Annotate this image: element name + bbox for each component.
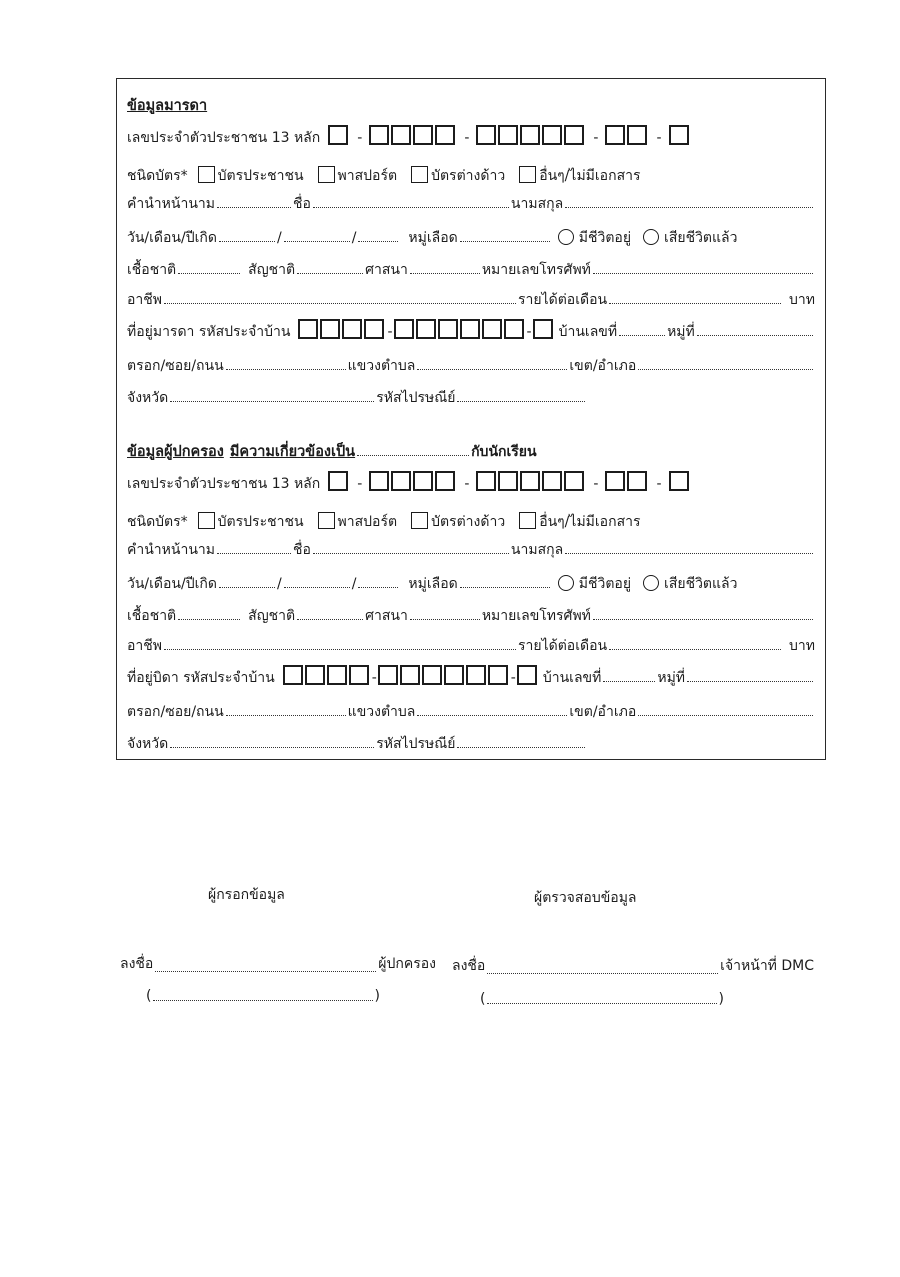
blood-field[interactable] [460, 241, 550, 242]
house-code-box[interactable] [394, 319, 414, 339]
road-field[interactable] [226, 369, 346, 370]
id-label: เลขประจำตัวประชาชน 13 หลัก [127, 476, 321, 492]
road-field[interactable] [226, 715, 346, 716]
alive-radio[interactable] [558, 575, 574, 591]
dob-month-field[interactable] [284, 587, 350, 588]
checker-signature-field[interactable] [487, 973, 718, 974]
dob-day-field[interactable] [219, 241, 275, 242]
house-no-label: บ้านเลขที่ [558, 324, 618, 340]
alive-label: มีชีวิตอยู่ [578, 230, 632, 246]
phone-label: หมายเลขโทรศัพท์ [481, 262, 591, 278]
dob-label: วัน/เดือน/ปีเกิด [127, 230, 217, 246]
house-code-box[interactable] [466, 665, 486, 685]
id-digit-box[interactable] [520, 125, 540, 145]
checker-printed-name-field[interactable] [487, 1003, 716, 1004]
id-digit-box[interactable] [669, 471, 689, 491]
paren-close: ) [374, 988, 380, 1004]
guardian-relation-field[interactable] [357, 455, 469, 456]
dob-year-field[interactable] [358, 241, 398, 242]
house-code-box[interactable] [342, 319, 362, 339]
name-field[interactable] [313, 207, 509, 208]
id-digit-box[interactable] [605, 471, 625, 491]
id-digit-box[interactable] [542, 471, 562, 491]
ethnicity-label: เชื้อชาติ [127, 262, 177, 278]
checker-role-label: เจ้าหน้าที่ DMC [720, 958, 814, 974]
baht-label: บาท [789, 638, 815, 654]
district-field[interactable] [638, 715, 813, 716]
card-option-label: พาสปอร์ต [337, 168, 398, 184]
sign-label: ลงชื่อ [452, 958, 486, 974]
alive-radio[interactable] [558, 229, 574, 245]
subdistrict-label: แขวงตำบล [347, 704, 416, 720]
baht-label: บาท [789, 292, 815, 308]
district-label: เขต/อำเภอ [569, 358, 637, 374]
card-option-label: บัตรต่างด้าว [431, 514, 506, 530]
house-code-box[interactable] [517, 665, 537, 685]
province-label: จังหวัด [127, 390, 169, 406]
dob-day-field[interactable] [219, 587, 275, 588]
house-code-box[interactable] [378, 665, 398, 685]
guardian-ethnicity-row [127, 595, 815, 623]
mother-ethnicity-row [127, 249, 815, 277]
deceased-label: เสียชีวิตแล้ว [664, 576, 738, 592]
name-label: ชื่อ [292, 542, 311, 558]
house-code-box[interactable] [460, 319, 480, 339]
ethnicity-label: เชื้อชาติ [127, 608, 177, 624]
id-digit-box[interactable] [498, 471, 518, 491]
paren-open: ( [146, 988, 152, 1004]
nationality-label: สัญชาติ [248, 262, 296, 278]
guardian-occupation-row [127, 625, 815, 653]
province-field[interactable] [170, 401, 374, 402]
mother-heading: ข้อมูลมารดา [127, 97, 208, 114]
income-field[interactable] [609, 303, 781, 304]
guardian-heading-row [127, 431, 815, 459]
house-code-box[interactable] [327, 665, 347, 685]
parent-info-form [116, 78, 826, 760]
ethnicity-field[interactable] [178, 273, 240, 274]
id-digit-box[interactable] [328, 125, 348, 145]
road-label: ตรอก/ซอย/ถนน [127, 358, 224, 374]
id-digit-box[interactable] [413, 125, 433, 145]
mother-road-row [127, 345, 815, 373]
id-label: เลขประจำตัวประชาชน 13 หลัก [127, 130, 321, 146]
filler-sign-line [120, 953, 436, 975]
house-code-box[interactable] [444, 665, 464, 685]
checker-sign-line [452, 955, 814, 977]
card-type-label: ชนิดบัตร* [127, 168, 188, 184]
id-digit-box[interactable] [542, 125, 562, 145]
paren-close: ) [718, 991, 724, 1007]
card-option-label: บัตรประชาชน [217, 168, 304, 184]
id-digit-box[interactable] [391, 125, 411, 145]
occupation-label: อาชีพ [127, 638, 162, 654]
blood-field[interactable] [460, 587, 550, 588]
guardian-dob-row: วัน/เดือน/ปีเกิด / / หมู่เลือด มีชีวิตอยู่ เสียชีวิตแล้ว [127, 576, 738, 592]
house-no-field[interactable] [603, 681, 655, 682]
filler-printed-name-line [146, 988, 380, 1004]
title-field[interactable] [217, 553, 291, 554]
id-digit-box[interactable] [669, 125, 689, 145]
id-digit-box[interactable] [413, 471, 433, 491]
postal-field[interactable] [457, 401, 585, 402]
moo-label: หมู่ที่ [657, 670, 686, 686]
id-digit-box[interactable] [627, 125, 647, 145]
id-digit-box[interactable] [476, 125, 496, 145]
phone-field[interactable] [593, 619, 813, 620]
moo-field[interactable] [687, 681, 813, 682]
name-label: ชื่อ [292, 196, 311, 212]
card-option-checkbox[interactable] [318, 512, 335, 529]
guardian-address-row: ที่อยู่บิดา รหัสประจำบ้าน - - บ้านเลขที่ หมู่ที่ [127, 657, 815, 685]
nationality-field[interactable] [297, 273, 363, 274]
id-digit-box[interactable] [476, 471, 496, 491]
religion-label: ศาสนา [365, 608, 408, 624]
guardian-card-type-row [127, 501, 815, 529]
dob-month-field[interactable] [284, 241, 350, 242]
address-label: ที่อยู่มารดา รหัสประจำบ้าน [127, 324, 291, 340]
card-type-label: ชนิดบัตร* [127, 514, 188, 530]
dob-label: วัน/เดือน/ปีเกิด [127, 576, 217, 592]
dob-year-field[interactable] [358, 587, 398, 588]
house-code-box[interactable] [298, 319, 318, 339]
phone-field[interactable] [593, 273, 813, 274]
guardian-heading: ข้อมูลผู้ปกครอง [127, 443, 224, 460]
house-code-box[interactable] [533, 319, 553, 339]
house-code-box[interactable] [416, 319, 436, 339]
deceased-label: เสียชีวิตแล้ว [664, 230, 738, 246]
guardian-name-row [127, 529, 815, 557]
house-code-box[interactable] [364, 319, 384, 339]
name-field[interactable] [313, 553, 509, 554]
filler-title: ผู้กรอกข้อมูล [208, 887, 285, 903]
id-digit-box[interactable] [627, 471, 647, 491]
religion-label: ศาสนา [365, 262, 408, 278]
surname-field[interactable] [565, 207, 813, 208]
id-digit-box[interactable] [564, 125, 584, 145]
house-code-box[interactable] [422, 665, 442, 685]
surname-label: นามสกุล [510, 196, 564, 212]
checker-title: ผู้ตรวจสอบข้อมูล [534, 890, 637, 906]
id-digit-box[interactable] [435, 125, 455, 145]
filler-role-label: ผู้ปกครอง [378, 956, 436, 972]
mother-address-row: ที่อยู่มารดา รหัสประจำบ้าน - - บ้านเลขที่ หมู่ที่ [127, 311, 815, 339]
income-label: รายได้ต่อเดือน [518, 292, 608, 308]
title-field[interactable] [217, 207, 291, 208]
occupation-field[interactable] [164, 649, 516, 650]
card-option-label: อื่นๆ/ไม่มีเอกสาร [539, 514, 641, 530]
blood-label: หมู่เลือด [408, 230, 458, 246]
title-label: คำนำหน้านาม [127, 542, 215, 558]
guardian-id-row: เลขประจำตัวประชาชน 13 หลัก - - - - [127, 463, 815, 491]
subdistrict-field[interactable] [417, 369, 567, 370]
postal-label: รหัสไปรษณีย์ [376, 390, 456, 406]
house-code-box[interactable] [283, 665, 303, 685]
id-digit-box[interactable] [369, 471, 389, 491]
deceased-radio[interactable] [643, 575, 659, 591]
paren-open: ( [480, 991, 486, 1007]
moo-field[interactable] [697, 335, 813, 336]
mother-name-row [127, 183, 815, 211]
income-field[interactable] [609, 649, 781, 650]
house-code-box[interactable] [320, 319, 340, 339]
card-option-checkbox[interactable] [198, 512, 215, 529]
phone-label: หมายเลขโทรศัพท์ [481, 608, 591, 624]
house-code-box[interactable] [488, 665, 508, 685]
district-label: เขต/อำเภอ [569, 704, 637, 720]
house-code-box[interactable] [482, 319, 502, 339]
income-label: รายได้ต่อเดือน [518, 638, 608, 654]
card-option-checkbox[interactable] [519, 166, 536, 183]
card-option-label: พาสปอร์ต [337, 514, 398, 530]
mother-occupation-row [127, 279, 815, 307]
house-code-box[interactable] [438, 319, 458, 339]
id-digit-box[interactable] [498, 125, 518, 145]
mother-dob-row: วัน/เดือน/ปีเกิด / / หมู่เลือด มีชีวิตอยู่ เสียชีวิตแล้ว [127, 230, 738, 246]
address-label: ที่อยู่บิดา รหัสประจำบ้าน [127, 670, 275, 686]
mother-province-row [127, 377, 815, 405]
house-no-field[interactable] [619, 335, 665, 336]
postal-label: รหัสไปรษณีย์ [376, 736, 456, 752]
province-field[interactable] [170, 747, 374, 748]
religion-field[interactable] [410, 619, 480, 620]
subdistrict-field[interactable] [417, 715, 567, 716]
ethnicity-field[interactable] [178, 619, 240, 620]
guardian-road-row [127, 691, 815, 719]
guardian-relation-suffix: กับนักเรียน [471, 444, 537, 460]
id-digit-box[interactable] [391, 471, 411, 491]
card-option-label: บัตรประชาชน [217, 514, 304, 530]
house-code-box[interactable] [349, 665, 369, 685]
mother-id-row: เลขประจำตัวประชาชน 13 หลัก - - - - [127, 117, 815, 145]
nationality-field[interactable] [297, 619, 363, 620]
house-code-box[interactable] [400, 665, 420, 685]
house-code-box[interactable] [305, 665, 325, 685]
district-field[interactable] [638, 369, 813, 370]
religion-field[interactable] [410, 273, 480, 274]
id-digit-box[interactable] [328, 471, 348, 491]
blood-label: หมู่เลือด [408, 576, 458, 592]
checker-printed-name-line [480, 991, 724, 1007]
card-option-checkbox[interactable] [519, 512, 536, 529]
occupation-field[interactable] [164, 303, 516, 304]
moo-label: หมู่ที่ [667, 324, 695, 340]
sign-label: ลงชื่อ [120, 956, 154, 972]
subdistrict-label: แขวงตำบล [347, 358, 416, 374]
guardian-relation-label: มีความเกี่ยวข้องเป็น [229, 443, 356, 460]
card-option-checkbox[interactable] [318, 166, 335, 183]
occupation-label: อาชีพ [127, 292, 162, 308]
card-option-checkbox[interactable] [411, 166, 428, 183]
id-digit-box[interactable] [369, 125, 389, 145]
road-label: ตรอก/ซอย/ถนน [127, 704, 224, 720]
mother-heading-row [127, 85, 815, 113]
card-option-label: บัตรต่างด้าว [431, 168, 506, 184]
card-option-label: อื่นๆ/ไม่มีเอกสาร [539, 168, 641, 184]
mother-card-type-row [127, 155, 815, 183]
title-label: คำนำหน้านาม [127, 196, 215, 212]
filler-printed-name-field[interactable] [153, 1000, 372, 1001]
id-digit-box[interactable] [564, 471, 584, 491]
nationality-label: สัญชาติ [248, 608, 296, 624]
id-digit-box[interactable] [520, 471, 540, 491]
guardian-province-row [127, 723, 815, 751]
filler-signature-field[interactable] [155, 971, 376, 972]
postal-field[interactable] [457, 747, 585, 748]
province-label: จังหวัด [127, 736, 169, 752]
deceased-radio[interactable] [643, 229, 659, 245]
surname-label: นามสกุล [510, 542, 564, 558]
id-digit-box[interactable] [605, 125, 625, 145]
card-option-checkbox[interactable] [198, 166, 215, 183]
id-digit-box[interactable] [435, 471, 455, 491]
alive-label: มีชีวิตอยู่ [578, 576, 632, 592]
house-code-box[interactable] [504, 319, 524, 339]
house-no-label: บ้านเลขที่ [542, 670, 602, 686]
surname-field[interactable] [565, 553, 813, 554]
card-option-checkbox[interactable] [411, 512, 428, 529]
